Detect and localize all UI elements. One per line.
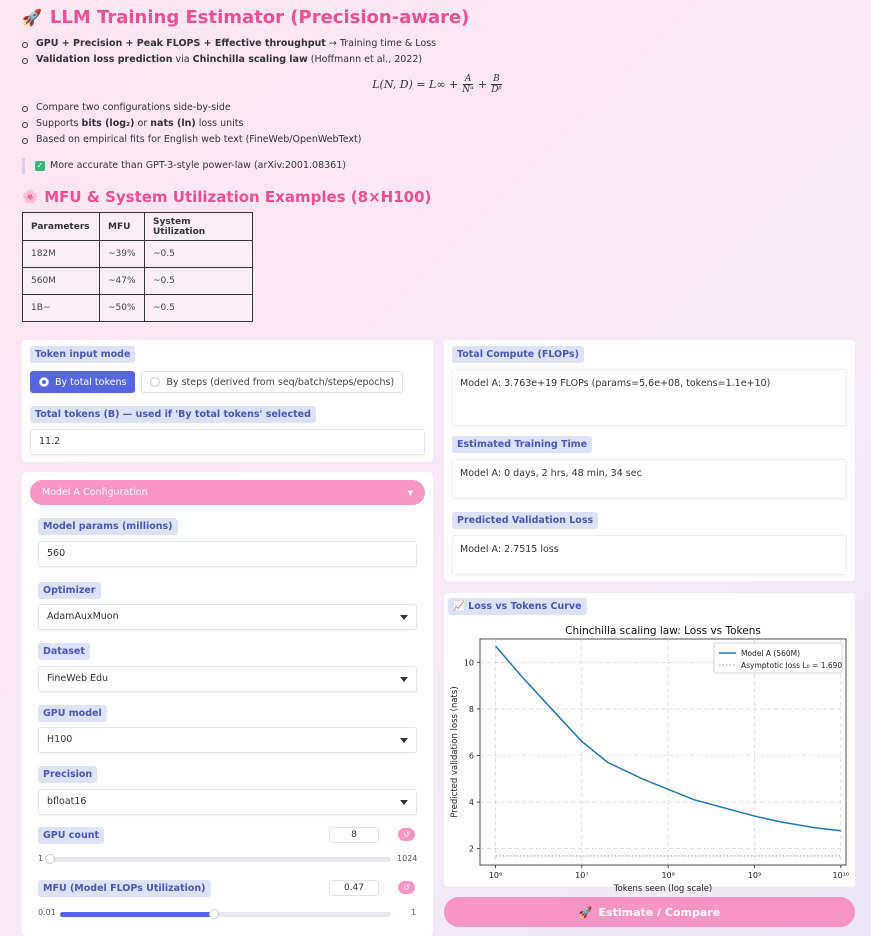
gpu-count-max: 1024 — [397, 854, 418, 863]
chart-icon: 📈 — [453, 601, 465, 612]
radio-by-steps[interactable]: By steps (derived from seq/batch/steps/epochs) — [141, 371, 403, 393]
list-item: Supports bits (log₂) or nats (ln) loss units — [22, 116, 852, 132]
table-cell: 182M — [23, 241, 100, 268]
chevron-down-icon: ▼ — [407, 488, 413, 497]
gpu-count-number-input[interactable]: 8 — [329, 827, 379, 843]
list-item: GPU + Precision + Peak FLOPS + Effective throughput → Training time & Loss — [22, 36, 852, 52]
gpu-model-select[interactable]: H100 — [38, 727, 417, 753]
loss-vs-tokens-chart — [444, 621, 855, 894]
loss-curve-label: 📈 Loss vs Tokens Curve — [448, 598, 587, 615]
mfu-number-input[interactable]: 0.47 — [329, 880, 379, 896]
reset-icon[interactable]: ↺ — [398, 881, 415, 894]
gpu-count-slider[interactable] — [48, 857, 391, 862]
precision-select[interactable]: bfloat16 — [38, 789, 417, 815]
table-cell: 560M — [23, 268, 100, 295]
chart-title: Chinchilla scaling law: Loss vs Tokens — [565, 625, 761, 637]
y-tick-label: 4 — [468, 798, 474, 808]
validation-loss-output: Model A: 2.7515 loss — [452, 535, 847, 575]
rocket-icon: 🚀 — [22, 7, 42, 27]
table-cell: ~0.5 — [145, 295, 253, 322]
total-tokens-input[interactable]: 11.2 — [30, 429, 425, 455]
table-cell: 1B~ — [23, 295, 100, 322]
token-mode-radio-group — [30, 371, 403, 393]
loss-curve-card — [444, 593, 855, 894]
y-tick-label: 6 — [468, 751, 474, 761]
checkmark-icon: ✓ — [36, 161, 44, 170]
mfu-label: MFU (Model FLOPs Utilization) — [38, 880, 211, 897]
reset-icon[interactable]: ↺ — [398, 828, 415, 841]
table-row — [23, 295, 253, 322]
table-cell: ~39% — [100, 241, 145, 268]
table-row — [23, 268, 253, 295]
x-tick-label: 10⁷ — [575, 871, 589, 880]
caret-down-icon — [400, 800, 408, 805]
x-tick-label: 10⁹ — [747, 871, 762, 880]
token-mode-label: Token input mode — [30, 346, 135, 363]
slider-thumb[interactable] — [209, 909, 219, 919]
results-card — [444, 340, 855, 581]
table-cell: ~47% — [100, 268, 145, 295]
gpu-model-label: GPU model — [38, 705, 107, 722]
legend-entry: Asymptotic loss L₀ = 1.690 — [741, 661, 843, 670]
dataset-label: Dataset — [38, 643, 90, 660]
caret-down-icon — [400, 677, 408, 682]
slider-fill — [60, 912, 214, 917]
mfu-table — [22, 212, 253, 322]
x-tick-label: 10⁶ — [488, 871, 503, 880]
table-header: Parameters — [23, 213, 100, 241]
legend-entry: Model A (560M) — [741, 649, 801, 658]
optimizer-select[interactable]: AdamAuxMuon — [38, 604, 417, 630]
estimate-compare-button[interactable]: 🚀 Estimate / Compare — [444, 897, 855, 927]
validation-loss-label: Predicted Validation Loss — [452, 512, 598, 529]
dataset-select[interactable]: FineWeb Edu — [38, 666, 417, 692]
training-time-label: Estimated Training Time — [452, 436, 592, 453]
table-cell: ~0.5 — [145, 268, 253, 295]
gpu-count-min: 1 — [38, 854, 44, 863]
y-axis-label: Predicted validation loss (nats) — [450, 686, 460, 818]
y-tick-label: 2 — [468, 844, 474, 854]
slider-thumb[interactable] — [45, 854, 55, 864]
mfu-section-title: 🌸 MFU & System Utilization Examples (8×H100) — [22, 188, 432, 206]
model-a-card — [22, 472, 433, 936]
total-compute-label: Total Compute (FLOPs) — [452, 346, 584, 363]
precision-label: Precision — [38, 766, 97, 783]
caret-down-icon — [400, 615, 408, 620]
caret-down-icon — [400, 738, 408, 743]
feature-bullets — [22, 100, 852, 148]
list-item: Compare two configurations side-by-side — [22, 100, 852, 116]
gpu-count-label: GPU count — [38, 827, 104, 844]
accuracy-note: ✓ More accurate than GPT-3-style power-law (arXiv:2001.08361) — [22, 158, 852, 174]
total-tokens-label: Total tokens (B) — used if 'By total tokens' selected — [30, 406, 316, 423]
table-header: MFU — [100, 213, 145, 241]
table-header: System Utilization — [145, 213, 253, 241]
header-section — [22, 4, 852, 322]
list-item: Based on empirical fits for English web text (FineWeb/OpenWebText) — [22, 132, 852, 148]
y-tick-label: 10 — [463, 658, 474, 668]
chinchilla-formula: L(N, D) = L∞ + $\frac{A}{\text{Nᵅ}}$ + $\frac{B}{\text{Dᵝ}}$ — [372, 73, 502, 95]
rocket-icon: 🚀 — [578, 905, 593, 919]
x-axis-label: Tokens seen (log scale) — [613, 884, 713, 894]
app-title-text: LLM Training Estimator (Precision-aware) — [49, 6, 470, 28]
model-a-accordion[interactable]: Model A Configuration ▼ — [30, 480, 425, 505]
token-input-card — [22, 340, 433, 462]
y-tick-label: 8 — [468, 704, 474, 714]
mfu-max: 1 — [411, 908, 417, 917]
intro-bullets — [22, 36, 852, 68]
model-params-label: Model params (millions) — [38, 518, 178, 535]
x-tick-label: 10⁸ — [661, 871, 675, 880]
radio-by-total-tokens[interactable]: By total tokens — [30, 371, 135, 393]
table-cell: ~50% — [100, 295, 145, 322]
table-header-row — [23, 213, 253, 241]
mfu-slider[interactable] — [60, 912, 391, 917]
training-time-output: Model A: 0 days, 2 hrs, 48 min, 34 sec — [452, 459, 847, 499]
flower-icon: 🌸 — [22, 189, 39, 205]
table-row — [23, 241, 253, 268]
total-compute-output: Model A: 3.763e+19 FLOPs (params=5.6e+08, tokens=1.1e+10) — [452, 369, 847, 426]
app-title — [22, 4, 852, 30]
radio-dot-icon — [150, 377, 160, 387]
mfu-min: 0.01 — [38, 908, 56, 917]
list-item: Validation loss prediction via Chinchilla scaling law (Hoffmann et al., 2022) — [22, 52, 852, 68]
radio-dot-icon — [39, 377, 49, 387]
x-tick-label: 10¹⁰ — [832, 871, 850, 880]
model-params-input[interactable]: 560 — [38, 541, 417, 567]
table-cell: ~0.5 — [145, 241, 253, 268]
optimizer-label: Optimizer — [38, 582, 101, 599]
